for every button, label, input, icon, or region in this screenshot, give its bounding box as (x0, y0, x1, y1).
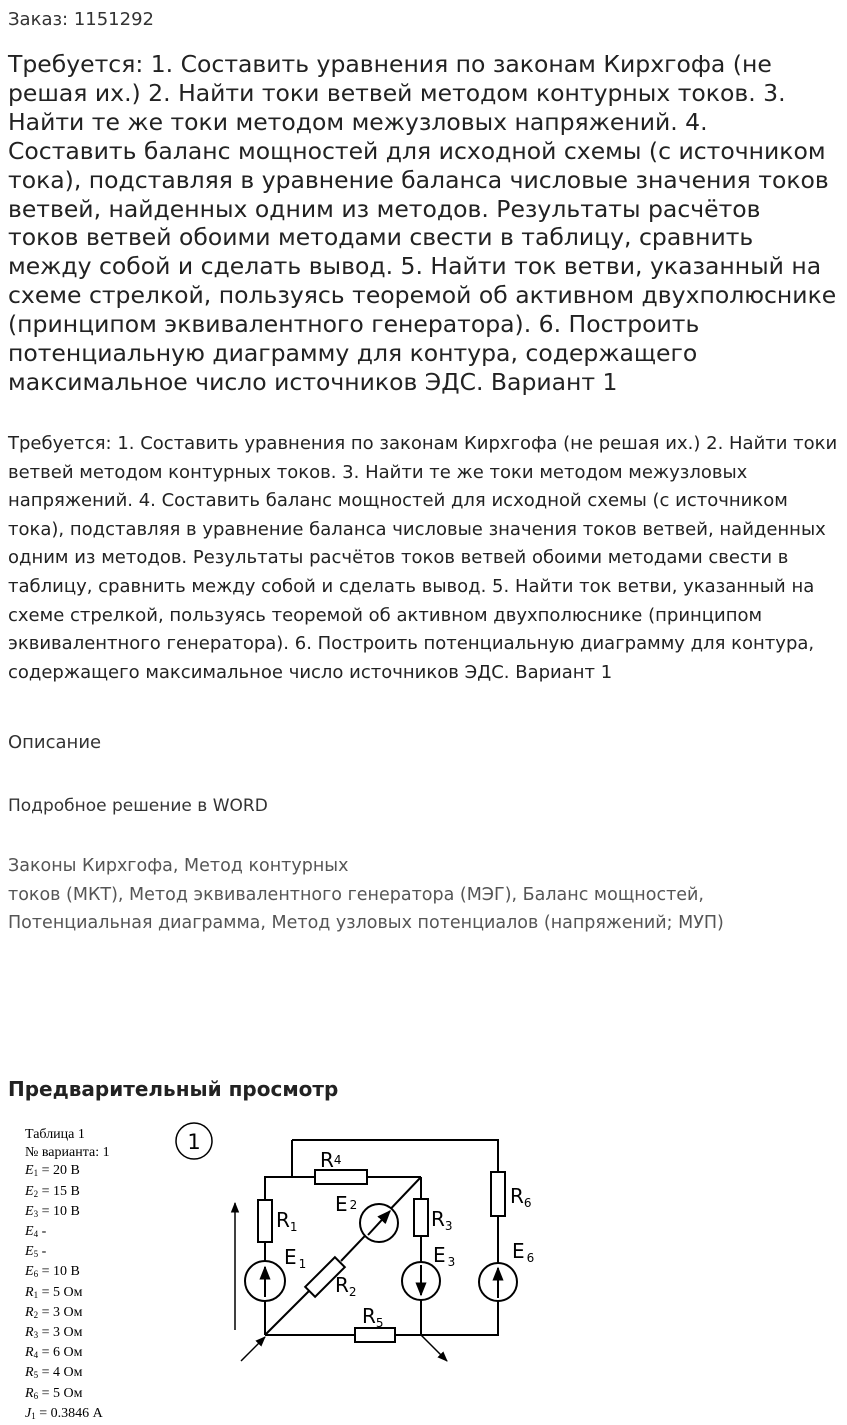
current-arrow (421, 1335, 447, 1361)
preview-heading: Предварительный просмотр (8, 1077, 339, 1101)
param-row: $E_3 = 10$ В (25, 1203, 80, 1219)
table-title: Таблица 1 (25, 1127, 85, 1142)
resistor-r4 (315, 1170, 367, 1184)
emf-source-e6 (479, 1263, 517, 1301)
tags-line[interactable]: токов (МКТ), Метод эквивалентного генератора (МЭГ), Баланс мощностей, (8, 884, 704, 905)
label-e1: E $_1$ (284, 1245, 307, 1271)
task-heading: Требуется: 1. Составить уравнения по законам Кирхгофа (не решая их.) 2. Найти токи ветвей методом контурных токов. 3. Найти те же токи методом межузловых напряжений. 4. Составить баланс мощностей для исходной схемы (с источником тока), подставляя в уравнение баланса числовые значения токов ветвей, найденных одним из методов. Результаты расчётов токов ветвей обоими методами свести в таблицу, сравнить между собой и сделать вывод. 5. Найти ток ветви, указанный на схеме стрелкой, пользуясь теоремой об активном двухполюснике (принципом эквивалентного генератора). 6. Построить потенциальную диаграмму для контура, содержащего максимальное число источников ЭДС. Вариант 1 (8, 50, 837, 396)
param-row: $E_2 = 15$ В (25, 1183, 80, 1199)
label-e6: E $_6$ (512, 1239, 535, 1265)
resistor-r3 (414, 1199, 428, 1236)
label-r6: $R_6$ (510, 1184, 532, 1210)
param-row: $J_1 = 0.3846$ А (25, 1405, 103, 1421)
param-row: $R_5 = 4$ Ом (25, 1365, 83, 1381)
emf-source-e3 (402, 1262, 440, 1300)
parameters-table (25, 1126, 110, 1425)
task-text: Требуется: 1. Составить уравнения по законам Кирхгофа (не решая их.) 2. Найти токи ветвей методом контурных токов. 3. Найти те же токи методом межузловых напряжений. 4. Составить баланс мощностей для исходной схемы (с источником тока), подставляя в уравнение баланса числовые значения токов ветвей, найденных одним из методов. Результаты расчётов токов ветвей обоими методами свести в таблицу, сравнить между собой и сделать вывод. 5. Найти ток ветви, указанный на схеме стрелкой, пользуясь теоремой об активном двухполюснике (принципом эквивалентного генератора). 6. Построить потенциальную диаграмму для контура, содержащего максимальное число источников ЭДС. Вариант 1 (8, 433, 838, 683)
label-r3: $R_3$ (431, 1207, 453, 1233)
tags-list (8, 852, 838, 938)
param-row: $R_1 = 5$ Ом (25, 1284, 83, 1300)
order-number: Заказ: 1151292 (8, 9, 154, 30)
resistor-r1 (258, 1200, 272, 1242)
current-source-j1-arrow (241, 1337, 265, 1361)
emf-source-e2 (360, 1204, 398, 1242)
label-e3: E $_3$ (433, 1243, 456, 1269)
param-row: $E_1 = 20$ В (25, 1163, 80, 1179)
label-r4: R4 (320, 1148, 342, 1172)
label-r5: $R_5$ (362, 1304, 384, 1330)
emf-source-e1 (245, 1261, 285, 1301)
label-r1: $R_1$ (276, 1208, 298, 1234)
variant-number: № варианта: 1 (25, 1145, 110, 1161)
circuit-diagram (165, 1115, 545, 1365)
tags-line[interactable]: Потенциальная диаграмма, Метод узловых потенциалов (напряжений; МУП) (8, 913, 724, 933)
resistor-r6 (491, 1172, 505, 1216)
resistor-r5 (355, 1328, 395, 1342)
param-row: $E_4$ - (25, 1224, 47, 1240)
param-row: $E_5$ - (25, 1244, 47, 1260)
param-row: $R_6 = 5$ Ом (25, 1385, 83, 1401)
param-row: $R_4 = 6$ Ом (25, 1345, 83, 1361)
param-row: $R_2 = 3$ Ом (25, 1304, 83, 1320)
label-e2: E 2 (335, 1192, 358, 1216)
description-heading: Описание (8, 732, 102, 753)
param-row: $E_6 = 10$ В (25, 1264, 80, 1280)
label-r2: $R_2$ (335, 1273, 357, 1299)
description-text: Подробное решение в WORD (8, 796, 268, 816)
tags-line[interactable]: Законы Кирхгофа, Метод контурных (8, 856, 349, 876)
param-row: $R_3 = 3$ Ом (25, 1325, 83, 1341)
circuit-number: 1 (187, 1130, 201, 1154)
